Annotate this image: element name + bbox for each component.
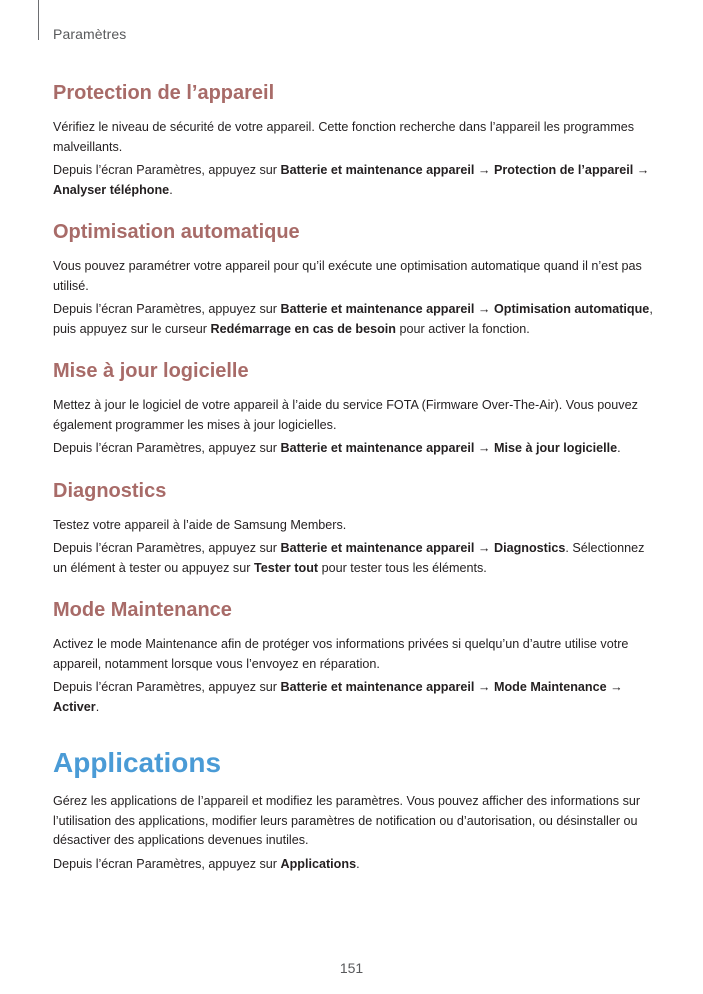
section-title: Diagnostics: [53, 479, 167, 502]
section-maintenance-mode: [53, 597, 653, 717]
running-header: Paramètres: [53, 26, 127, 42]
chapter-title: Applications: [53, 747, 222, 778]
section-instructions: Depuis l’écran Paramètres, appuyez sur Batterie et maintenance appareil → Diagnostics. Sélectionnez un élément à tester ou appuyez sur Tester tout pour tester tous les éléments.: [53, 541, 645, 575]
page-content: [53, 80, 653, 893]
section-description: Testez votre appareil à l’aide de Samsung Members.: [53, 517, 347, 532]
section-title: Mode Maintenance: [53, 599, 232, 621]
menu-path-item: Applications: [280, 856, 357, 871]
section-instructions: Depuis l’écran Paramètres, appuyez sur Batterie et maintenance appareil → Mode Maintenance → Activer.: [53, 680, 623, 714]
menu-path-item: Batterie et maintenance appareil: [280, 163, 475, 177]
section-instructions: Depuis l’écran Paramètres, appuyez sur Batterie et maintenance appareil → Mise à jour logicielle.: [53, 441, 621, 455]
menu-path-item: Mise à jour logicielle: [493, 441, 618, 455]
menu-path-item: Batterie et maintenance appareil: [280, 441, 475, 455]
section-description: Vous pouvez paramétrer votre appareil pour qu’il exécute une optimisation automatique quand il n’est pas utilisé.: [53, 259, 642, 293]
section-description: Mettez à jour le logiciel de votre appareil à l’aide du service FOTA (Firmware Over-The-Air). Vous pouvez également programmer les mises à jour logicielles.: [53, 398, 638, 432]
menu-path-item: Analyser téléphone: [53, 182, 170, 197]
section-description: Gérez les applications de l’appareil et modifiez les paramètres. Vous pouvez afficher des informations sur l’utilisation des applications, modifier leurs paramètres de notification ou d’autorisation, ou désinstaller ou désactiver des applications devenues inutiles.: [53, 794, 641, 847]
menu-path-item: Optimisation automatique: [493, 302, 650, 316]
section-applications: [53, 745, 653, 874]
section-description: Activez le mode Maintenance afin de protéger vos informations privées si quelqu’un d’autre utilise votre appareil, notamment lorsque vous l’envoyez en réparation.: [53, 637, 629, 671]
section-instructions: Depuis l’écran Paramètres, appuyez sur Batterie et maintenance appareil → Protection de l’appareil → Analyser téléphone.: [53, 163, 650, 197]
section-diagnostics: [53, 478, 653, 579]
menu-path-item: Batterie et maintenance appareil: [280, 680, 475, 694]
section-software-update: [53, 358, 653, 459]
section-instructions: Depuis l’écran Paramètres, appuyez sur Applications.: [53, 856, 360, 871]
section-title: Optimisation automatique: [53, 221, 300, 243]
menu-path-item: Protection de l’appareil: [493, 163, 634, 177]
section-optimisation: [53, 219, 653, 339]
menu-path-item: Activer: [53, 699, 96, 714]
page-number: 151: [339, 960, 364, 976]
menu-path-item: Batterie et maintenance appareil: [280, 302, 475, 316]
menu-path-item: Batterie et maintenance appareil: [280, 541, 475, 555]
section-instructions: Depuis l’écran Paramètres, appuyez sur Batterie et maintenance appareil → Optimisation automatique, puis appuyez sur le curseur Redémarrage en cas de besoin pour activer la fonction.: [53, 302, 653, 336]
header-rule: [38, 0, 39, 40]
section-protection: [53, 80, 653, 200]
menu-path-item: Tester tout: [253, 560, 319, 575]
menu-path-item: Diagnostics: [493, 541, 566, 555]
section-title: Protection de l’appareil: [53, 82, 275, 104]
menu-path-item: Redémarrage en cas de besoin: [210, 321, 397, 336]
section-title: Mise à jour logicielle: [53, 360, 249, 382]
section-description: Vérifiez le niveau de sécurité de votre appareil. Cette fonction recherche dans l’appareil les programmes malveillants.: [53, 120, 635, 154]
menu-path-item: Mode Maintenance: [493, 680, 607, 694]
